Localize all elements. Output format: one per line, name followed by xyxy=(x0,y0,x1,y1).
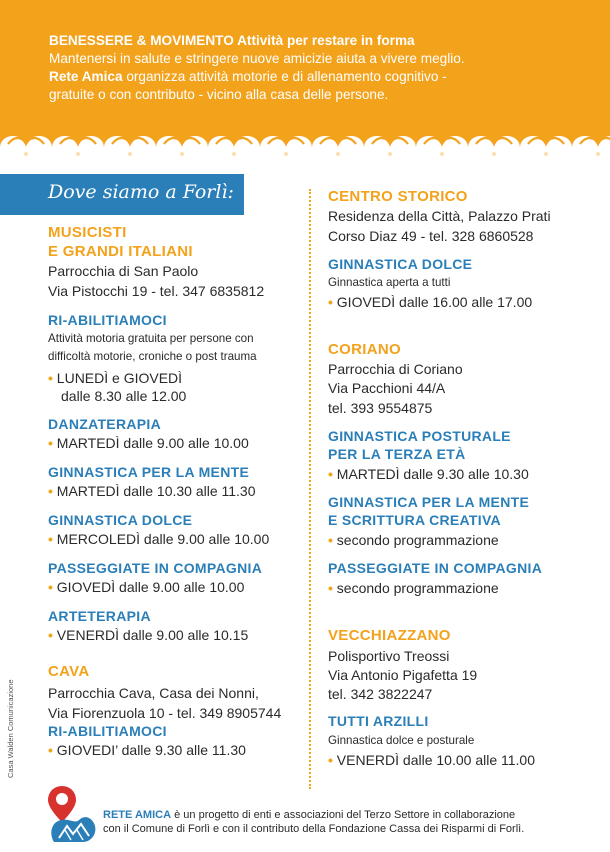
vecchiazzano-address: Via Antonio Pigafetta 19 xyxy=(328,667,478,683)
scallop-border xyxy=(0,126,610,170)
coriano-place: Parrocchia di Coriano xyxy=(328,361,463,377)
arteterapia-schedule xyxy=(48,627,248,643)
cava-place: Parrocchia Cava, Casa dei Nonni, xyxy=(48,685,259,701)
location-banner-title: Dove siamo a Forlì: xyxy=(48,181,234,203)
schedule-text: VENERDÌ dalle 9.00 alle 10.15 xyxy=(56,627,249,643)
ginnastica-dolce-schedule xyxy=(48,531,269,547)
musicisti-address: Via Pistocchi 19 - tel. 347 6835812 xyxy=(48,283,265,299)
schedule-text: secondo programmazione xyxy=(336,532,499,548)
centro-activity-title: GINNASTICA DOLCE xyxy=(328,256,473,272)
ginnastica-dolce-title: GINNASTICA DOLCE xyxy=(48,512,193,528)
passeggiate-title: PASSEGGIATE IN COMPAGNIA xyxy=(48,560,263,576)
riabilitiamoci-title: RI-ABILITIAMOCI xyxy=(48,312,167,328)
bullet: • xyxy=(328,752,333,768)
bullet: • xyxy=(48,435,53,451)
schedule-text: LUNEDÌ e GIOVEDÌ xyxy=(56,370,183,386)
bullet: • xyxy=(328,294,333,310)
centro-schedule xyxy=(328,294,532,310)
header-line-2: Mantenersi in salute e stringere nuove amicizie aiuta a vivere meglio. xyxy=(49,51,465,66)
bullet: • xyxy=(328,532,333,548)
header-title-bold: BENESSERE & MOVIMENTO xyxy=(49,33,234,48)
coriano-mente-title-2: E SCRITTURA CREATIVA xyxy=(328,512,501,528)
coriano-posturale-title-1: GINNASTICA POSTURALE xyxy=(328,428,511,444)
coriano-mente-schedule xyxy=(328,532,499,548)
bullet: • xyxy=(48,579,53,595)
coriano-title: CORIANO xyxy=(328,341,401,358)
arteterapia-title: ARTETERAPIA xyxy=(48,608,151,624)
riabilitiamoci-desc-1: Attività motoria gratuita per persone con xyxy=(48,332,254,345)
footer-line-2: con il Comune di Forlì e con il contributo della Fondazione Cassa dei Risparmi di Forlì. xyxy=(103,823,525,835)
vecchiazzano-schedule xyxy=(328,752,535,768)
cava-address: Via Fiorenzuola 10 - tel. 349 8905744 xyxy=(48,705,282,721)
vecchiazzano-activity-desc: Ginnastica dolce e posturale xyxy=(328,734,475,747)
bullet: • xyxy=(48,742,53,758)
cava-activity-title: RI-ABILITIAMOCI xyxy=(48,723,167,739)
musicisti-place: Parrocchia di San Paolo xyxy=(48,263,199,279)
ginnastica-mente-schedule xyxy=(48,483,256,499)
schedule-text: MARTEDÌ dalle 9.30 alle 10.30 xyxy=(336,466,529,482)
riabilitiamoci-desc-2: difficoltà motorie, croniche o post trauma xyxy=(48,350,257,363)
schedule-text: GIOVEDÌ dalle 9.00 alle 10.00 xyxy=(56,579,245,595)
passeggiate-schedule xyxy=(48,579,244,595)
vecchiazzano-activity-title: TUTTI ARZILLI xyxy=(328,713,429,729)
centro-address: Corso Diaz 49 - tel. 328 6860528 xyxy=(328,228,534,244)
designer-credit: Casa Walden Comunicazione xyxy=(6,679,15,778)
bullet: • xyxy=(328,580,333,596)
musicisti-title-1: MUSICISTI xyxy=(48,224,127,241)
riabilitiamoci-schedule-2: dalle 8.30 alle 12.00 xyxy=(61,388,187,404)
schedule-text: GIOVEDÌ dalle 16.00 alle 17.00 xyxy=(336,294,533,310)
header-line-1 xyxy=(49,32,589,50)
coriano-posturale-schedule xyxy=(328,466,529,482)
footer-note xyxy=(103,808,524,836)
centro-activity-desc: Ginnastica aperta a tutti xyxy=(328,276,451,289)
coriano-tel: tel. 393 9554875 xyxy=(328,400,433,416)
vecchiazzano-place: Polisportivo Treossi xyxy=(328,648,450,664)
coriano-address: Via Pacchioni 44/A xyxy=(328,380,446,396)
rete-amica-logo-icon xyxy=(45,784,99,844)
header-brand: Rete Amica xyxy=(49,69,123,84)
bullet: • xyxy=(48,531,53,547)
column-divider xyxy=(309,189,311,789)
header-line-3 xyxy=(49,68,589,86)
danzaterapia-schedule xyxy=(48,435,249,451)
cava-schedule xyxy=(48,742,246,758)
schedule-text: MERCOLEDÌ dalle 9.00 alle 10.00 xyxy=(56,531,270,547)
centro-place: Residenza della Città, Palazzo Prati xyxy=(328,208,551,224)
schedule-text: GIOVEDI’ dalle 9.30 alle 11.30 xyxy=(56,742,246,758)
musicisti-title-2: E GRANDI ITALIANI xyxy=(48,243,193,260)
footer-line-1-text: è un progetto di enti e associazioni del Terzo Settore in collaborazione xyxy=(174,809,516,821)
header-line-4: gratuite o con contributo - vicino alla casa delle persone. xyxy=(49,87,389,102)
bullet: • xyxy=(48,627,53,643)
vecchiazzano-tel: tel. 342 3822247 xyxy=(328,686,433,702)
ginnastica-mente-title: GINNASTICA PER LA MENTE xyxy=(48,464,250,480)
coriano-mente-title-1: GINNASTICA PER LA MENTE xyxy=(328,494,530,510)
schedule-text: secondo programmazione xyxy=(336,580,499,596)
header-title-rest: Attività per restare in forma xyxy=(237,33,415,48)
schedule-text: MARTEDÌ dalle 10.30 alle 11.30 xyxy=(56,483,256,499)
bullet: • xyxy=(328,466,333,482)
vecchiazzano-title: VECCHIAZZANO xyxy=(328,627,451,644)
schedule-text: VENERDÌ dalle 10.00 alle 11.00 xyxy=(336,752,535,768)
header-line-3-rest: organizza attività motorie e di allenamento cognitivo - xyxy=(126,69,447,84)
bullet: • xyxy=(48,483,53,499)
cava-title: CAVA xyxy=(48,663,90,680)
centro-title: CENTRO STORICO xyxy=(328,188,468,205)
riabilitiamoci-schedule-1 xyxy=(48,370,182,386)
coriano-passeggiate-title: PASSEGGIATE IN COMPAGNIA xyxy=(328,560,543,576)
footer-line-1 xyxy=(103,808,524,822)
header-intro xyxy=(49,32,589,104)
coriano-passeggiate-schedule xyxy=(328,580,499,596)
danzaterapia-title: DANZATERAPIA xyxy=(48,416,162,432)
footer-brand: RETE AMICA xyxy=(103,809,172,821)
coriano-posturale-title-2: PER LA TERZA ETÀ xyxy=(328,446,466,462)
bullet: • xyxy=(48,370,53,386)
schedule-text: MARTEDÌ dalle 9.00 alle 10.00 xyxy=(56,435,249,451)
